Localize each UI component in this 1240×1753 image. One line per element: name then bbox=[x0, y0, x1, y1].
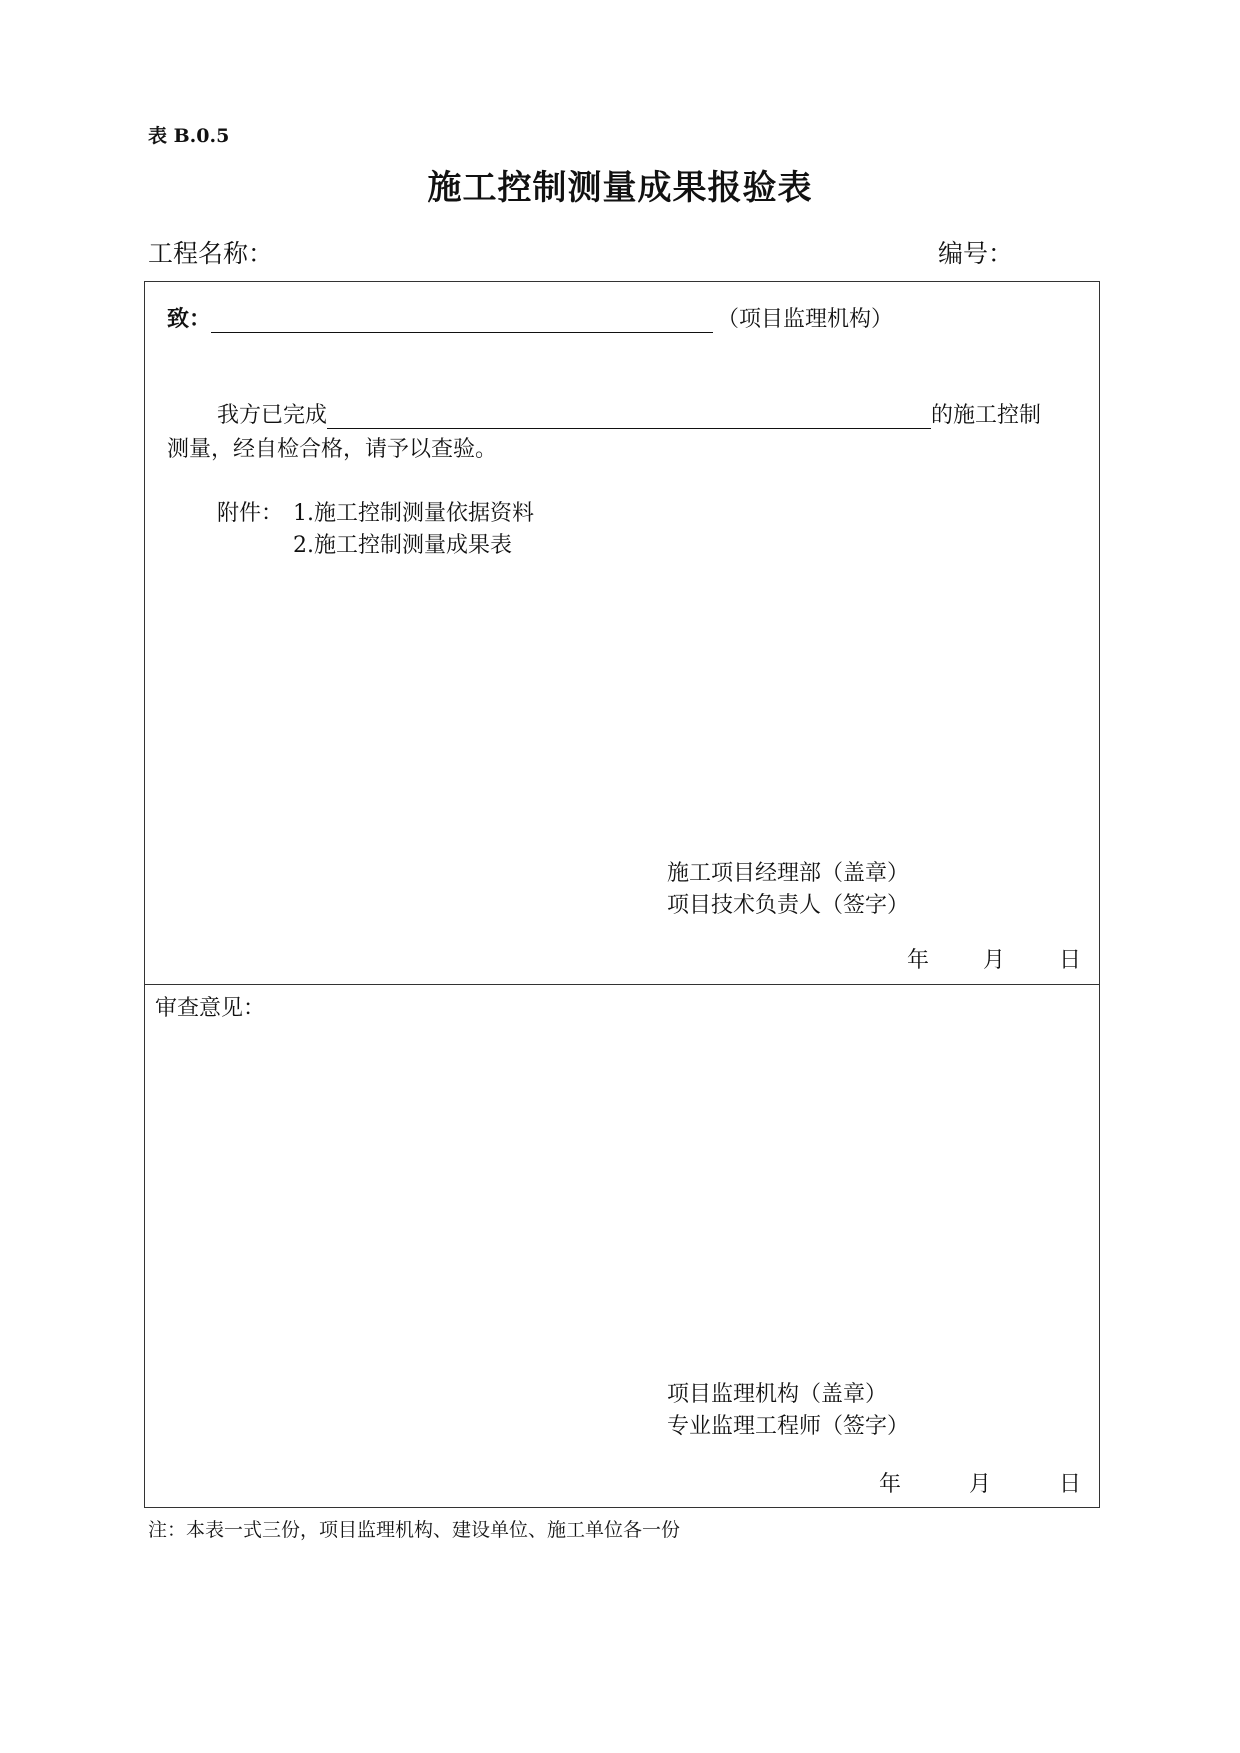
form-code: 表 B.0.5 bbox=[148, 125, 230, 147]
date-day: 日 bbox=[1059, 1472, 1082, 1497]
date-month: 月 bbox=[983, 948, 1006, 973]
to-line bbox=[167, 302, 893, 333]
completed-work-field[interactable] bbox=[327, 404, 931, 429]
supervision-org-field[interactable] bbox=[211, 308, 713, 333]
date-year: 年 bbox=[907, 948, 930, 973]
body-suffix: 的施工控制 bbox=[931, 403, 1042, 428]
engineer-sign-line: 专业监理工程师（签字） bbox=[667, 1414, 910, 1439]
date-day: 日 bbox=[1059, 948, 1082, 973]
review-section bbox=[144, 984, 1100, 1508]
project-name-label: 工程名称： bbox=[148, 239, 274, 268]
attachment-item: 1.施工控制测量依据资料 bbox=[293, 501, 534, 526]
attachments-label: 附件： bbox=[217, 501, 284, 526]
to-label: 致： bbox=[167, 306, 212, 332]
supervisor-seal-line: 项目监理机构（盖章） bbox=[667, 1382, 888, 1407]
body-line-1 bbox=[217, 398, 1041, 429]
serial-number-label: 编号： bbox=[938, 239, 1014, 268]
contractor-seal-line: 施工项目经理部（盖章） bbox=[667, 861, 910, 886]
attachment-item: 2.施工控制测量成果表 bbox=[293, 533, 512, 558]
date-year: 年 bbox=[879, 1472, 902, 1497]
footnote: 注：本表一式三份，项目监理机构、建设单位、施工单位各一份 bbox=[148, 1519, 681, 1541]
body-line-2: 测量，经自检合格，请予以查验。 bbox=[167, 437, 498, 462]
body-prefix: 我方已完成 bbox=[217, 403, 328, 428]
page-title: 施工控制测量成果报验表 bbox=[427, 168, 813, 208]
date-month: 月 bbox=[969, 1472, 992, 1497]
review-label: 审查意见： bbox=[155, 996, 266, 1021]
submission-section bbox=[144, 281, 1100, 985]
to-suffix: （项目监理机构） bbox=[717, 307, 894, 332]
technical-lead-sign-line: 项目技术负责人（签字） bbox=[667, 893, 910, 918]
